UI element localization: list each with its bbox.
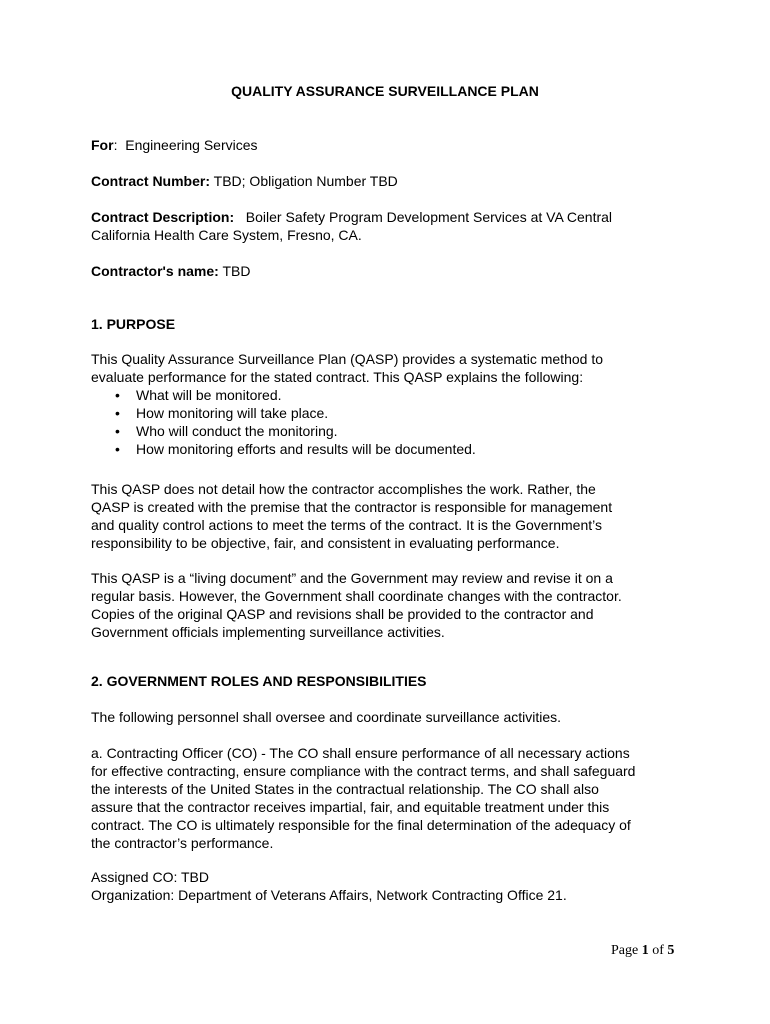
contractor-name-value: TBD: [222, 263, 251, 279]
section1-intro-line: This Quality Assurance Surveillance Plan (QASP) provides a systematic method to: [91, 351, 603, 367]
section1-intro-line: evaluate performance for the stated contract. This QASP explains the following:: [91, 369, 584, 385]
page-word: Page: [611, 943, 639, 958]
paragraph-line: This QASP is a “living document” and the Government may review and revise it on a: [91, 570, 613, 586]
total-pages: 5: [667, 943, 675, 958]
paragraph-line: the contractor’s performance.: [91, 835, 274, 851]
paragraph-line: the interests of the United States in the contractual relationship. The CO shall also: [91, 781, 599, 797]
document-title: QUALITY ASSURANCE SURVEILLANCE PLAN: [231, 83, 539, 99]
contract-description-label: Contract Description:: [91, 209, 235, 225]
for-value: Engineering Services: [125, 137, 258, 153]
assigned-co-block: [91, 868, 691, 904]
paragraph-line: and quality control actions to meet the terms of the contract. It is the Government’s: [91, 517, 602, 533]
current-page: 1: [641, 943, 649, 958]
paragraph-line: regular basis. However, the Government shall coordinate changes with the contractor.: [91, 588, 622, 604]
contract-number-value: TBD; Obligation Number TBD: [213, 173, 398, 189]
bullet-item: • How monitoring efforts and results will be documented.: [91, 440, 691, 458]
for-field: For: Engineering Services: [91, 137, 258, 153]
monitoring-bullet-list: [91, 386, 691, 458]
contractor-name-label: Contractor's name:: [91, 263, 219, 279]
paragraph-line: This QASP does not detail how the contractor accomplishes the work. Rather, the: [91, 481, 596, 497]
paragraph-line: for effective contracting, ensure compliance with the contract terms, and shall safeguard: [91, 763, 636, 779]
for-label: For: [91, 137, 114, 153]
paragraph-line: assure that the contractor receives impartial, fair, and equitable treatment under this: [91, 799, 610, 815]
assigned-co: Assigned CO: TBD: [91, 869, 210, 885]
page-number-footer: [611, 942, 674, 960]
paragraph-line: Copies of the original QASP and revisions shall be provided to the contractor and: [91, 606, 594, 622]
contract-description-line1: Boiler Safety Program Development Services at VA Central: [245, 209, 613, 225]
bullet-item: • How monitoring will take place.: [91, 404, 691, 422]
paragraph-line: Government officials implementing surveillance activities.: [91, 624, 445, 640]
section1-intro: [91, 350, 691, 458]
paragraph-line: QASP is created with the premise that the contractor is responsible for management: [91, 499, 613, 515]
paragraph-line: responsibility to be objective, fair, and consistent in evaluating performance.: [91, 535, 560, 551]
section2-heading: 2. GOVERNMENT ROLES AND RESPONSIBILITIES: [91, 673, 427, 689]
section1-paragraph-3: [91, 569, 691, 641]
contract-description-line2: California Health Care System, Fresno, CA.: [91, 227, 362, 243]
paragraph-line: contract. The CO is ultimately responsible for the final determination of the adequacy of: [91, 817, 631, 833]
contract-description-field: [91, 208, 691, 244]
contract-number-label: Contract Number:: [91, 173, 211, 189]
bullet-item: • Who will conduct the monitoring.: [91, 422, 691, 440]
bullet-item: • What will be monitored.: [91, 386, 691, 404]
contracting-officer-paragraph: [91, 744, 691, 852]
contract-number-field: [91, 172, 691, 190]
contractor-name-field: [91, 262, 691, 280]
of-word: of: [652, 943, 664, 958]
section1-heading: 1. PURPOSE: [91, 316, 176, 332]
paragraph-line: a. Contracting Officer (CO) - The CO shall ensure performance of all necessary actions: [91, 745, 630, 761]
organization: Organization: Department of Veterans Affairs, Network Contracting Office 21.: [91, 887, 567, 903]
section2-intro: The following personnel shall oversee and coordinate surveillance activities.: [91, 709, 562, 725]
section1-paragraph-2: [91, 480, 691, 552]
